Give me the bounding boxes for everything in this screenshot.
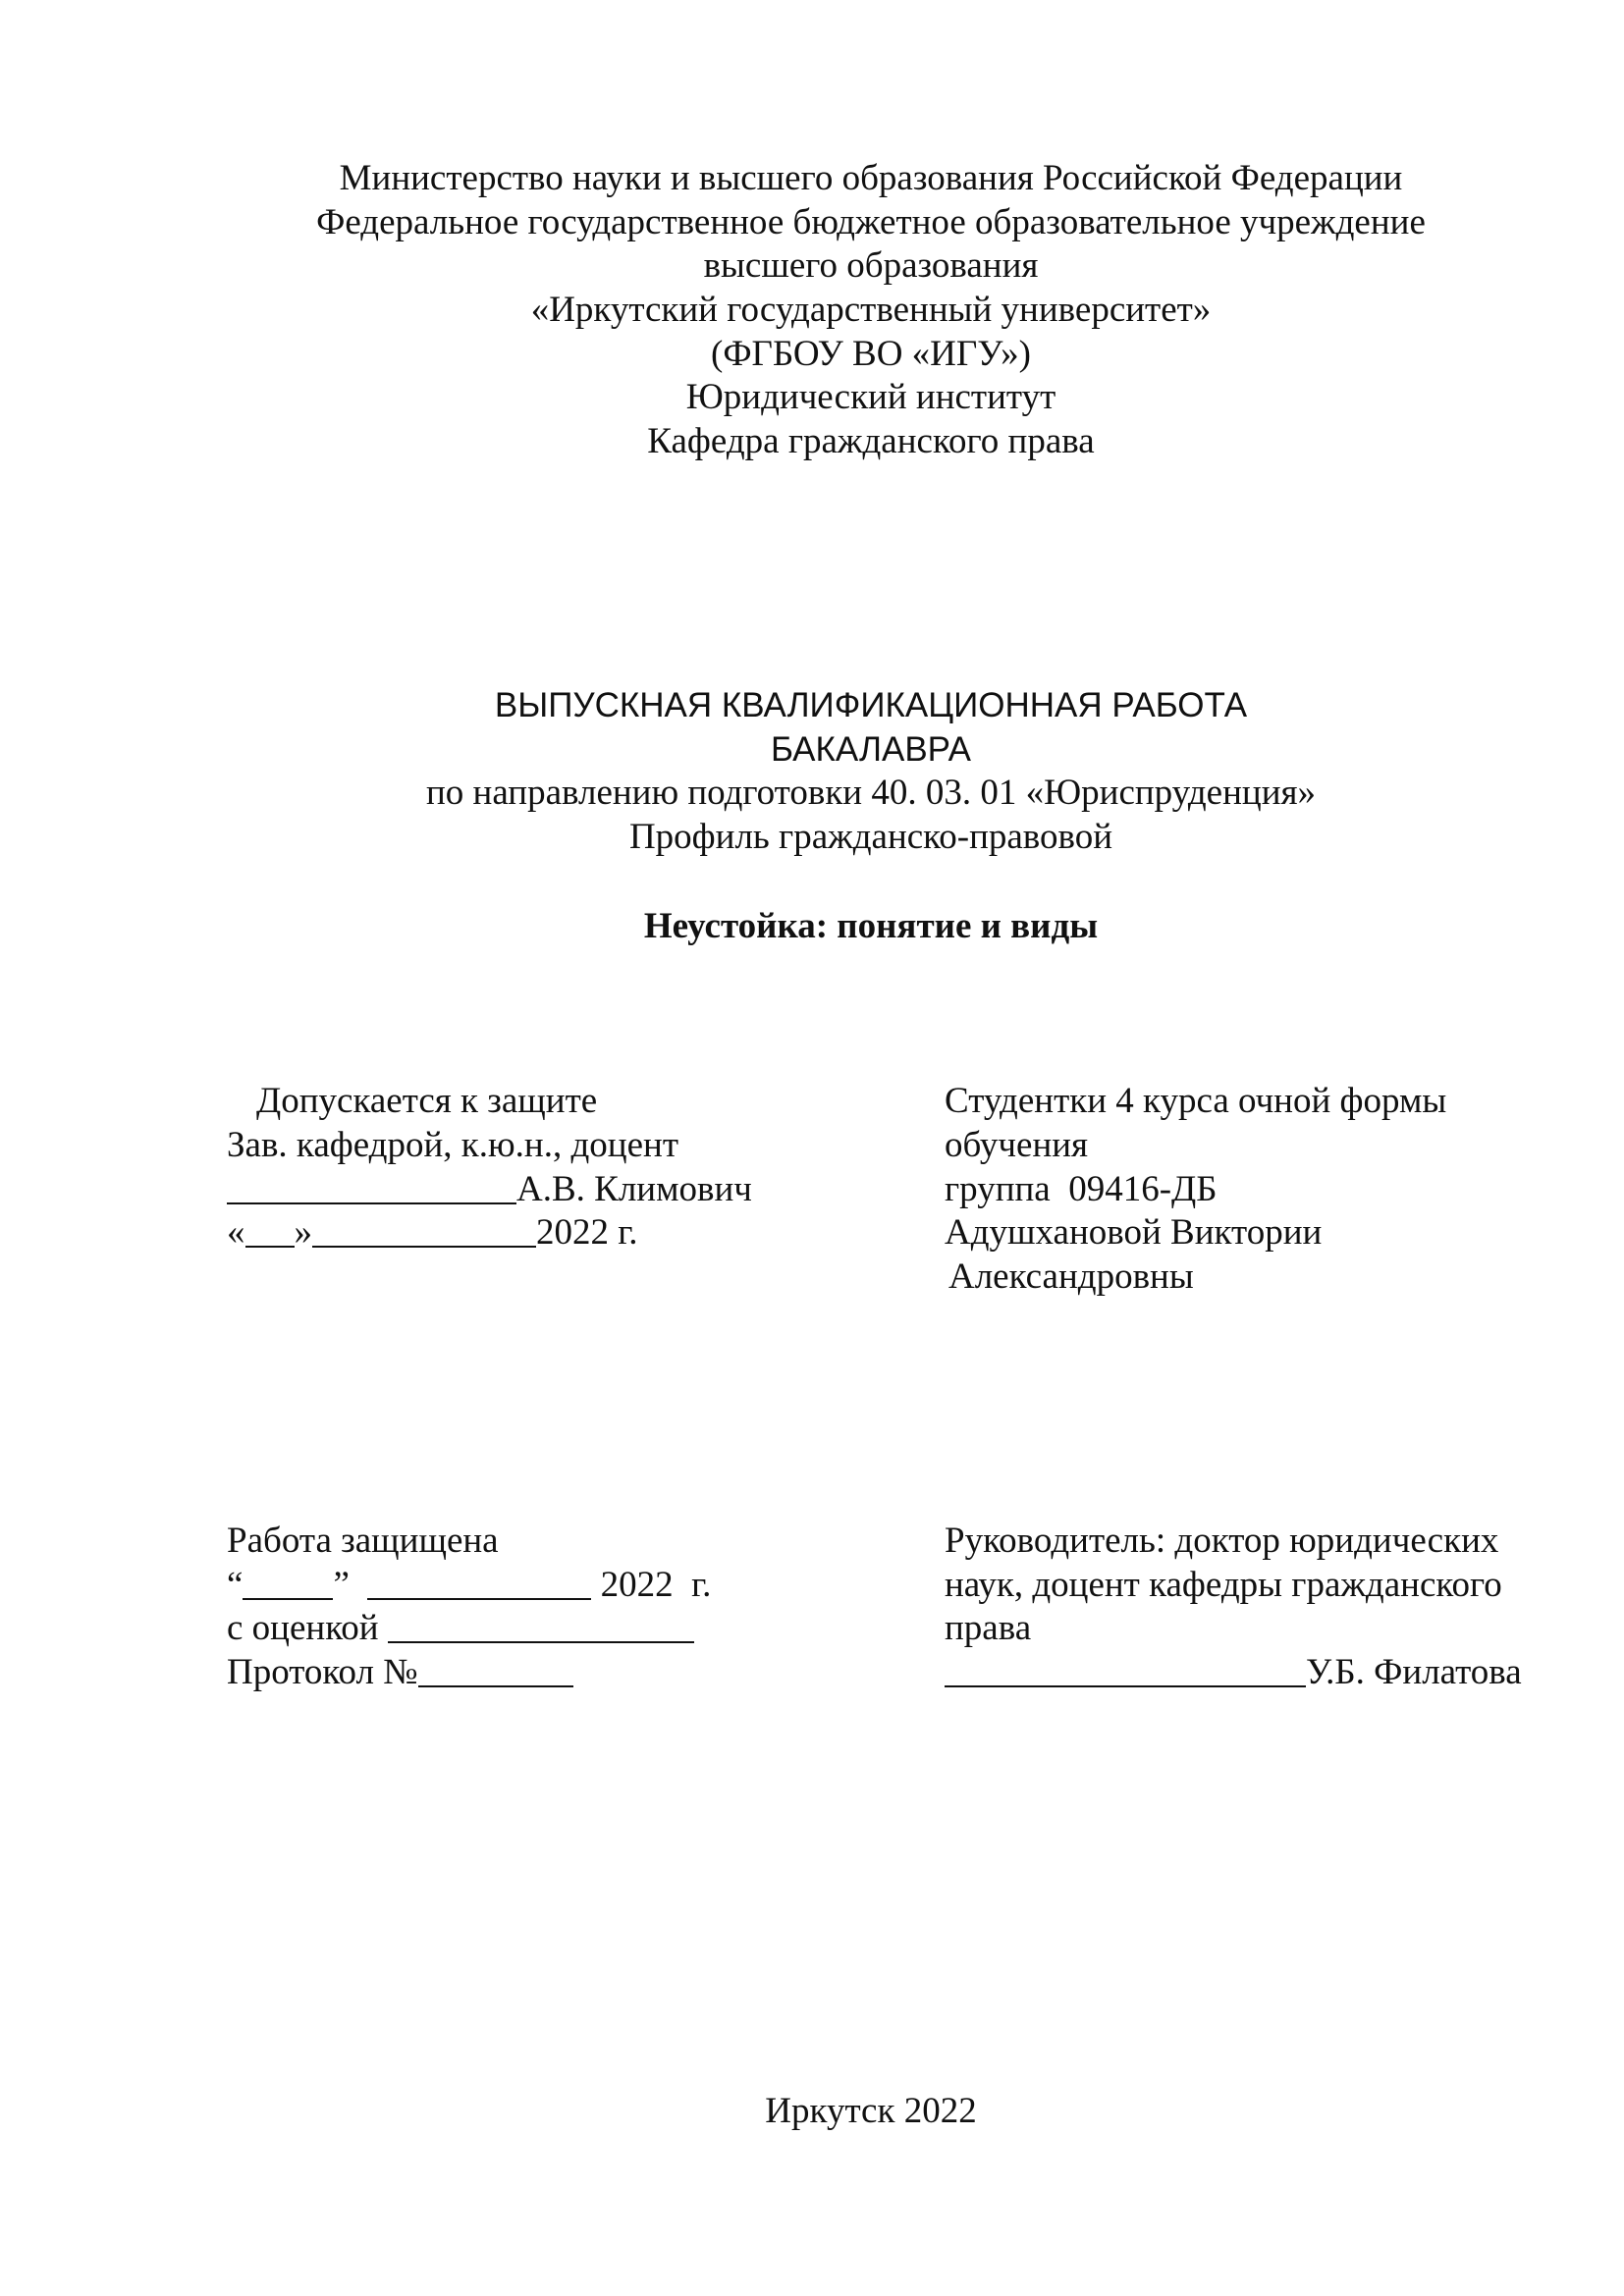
defense-line1: Работа защищена [227,1521,499,1561]
head-name: А.В. Климович [516,1169,752,1209]
admission-year: 2022 г. [536,1212,638,1253]
admission-date-line [227,1211,638,1255]
protocol-label: Протокол № [227,1652,418,1692]
institution-type-line: Федеральное государственное бюджетное образовательное учреждение [316,202,1426,242]
month-blank [312,1216,536,1248]
head-signature-line [227,1168,752,1211]
university-name: «Иркутский государственный университет» [530,290,1212,330]
supervisor-line1: Руководитель: доктор юридических [945,1521,1499,1561]
student-name-line2: Александровны [948,1256,1194,1297]
institute-name: Юридический институт [685,377,1056,417]
defense-day-blank [243,1569,333,1600]
admission-line1: Допускается к защите [256,1081,598,1121]
date-quote-close: » [294,1212,312,1253]
study-profile: Профиль гражданско-правовой [628,817,1113,857]
supervisor-signature-blank [945,1656,1306,1687]
date-quote-open: « [227,1212,245,1253]
day-blank [245,1216,295,1248]
defense-date-line [227,1564,711,1607]
city-year: Иркутск 2022 [765,2091,977,2131]
defense-year: 2022 г. [600,1565,712,1605]
supervisor-name: У.Б. Филатова [1306,1652,1522,1692]
protocol-blank [418,1656,573,1687]
grade-label: с оценкой [227,1608,379,1648]
department-name: Кафедра гражданского права [647,421,1095,461]
supervisor-signature-line [945,1651,1522,1694]
institution-type-cont-line: высшего образования [703,245,1039,286]
university-abbr: (ФГБОУ ВО «ИГУ») [711,334,1031,374]
defense-quote-open: “ [227,1565,244,1605]
protocol-line [227,1651,573,1694]
student-group: группа 09416-ДБ [945,1169,1218,1209]
supervisor-line2: наук, доцент кафедры гражданского [945,1565,1502,1605]
defense-month-blank [367,1569,591,1600]
study-direction: по направлению подготовки 40. 03. 01 «Юриспруденция» [425,773,1317,813]
student-line2: обучения [945,1125,1089,1165]
student-name-line1: Адушхановой Виктории [945,1212,1323,1253]
grade-line [227,1607,694,1650]
defense-quote-close: ” [333,1565,350,1605]
work-title: Неустойка: понятие и виды [643,906,1099,946]
supervisor-line3: права [945,1608,1032,1648]
ministry-line: Министерство науки и высшего образования Российской Федерации [339,158,1403,198]
work-type-line2: БАКАЛАВРА [770,730,972,769]
student-line1: Студентки 4 курса очной формы [945,1081,1447,1121]
signature-blank [227,1173,516,1204]
admission-line2: Зав. кафедрой, к.ю.н., доцент [227,1125,678,1165]
grade-blank [388,1612,694,1643]
work-type-line1: ВЫПУСКНАЯ КВАЛИФИКАЦИОННАЯ РАБОТА [494,686,1248,724]
